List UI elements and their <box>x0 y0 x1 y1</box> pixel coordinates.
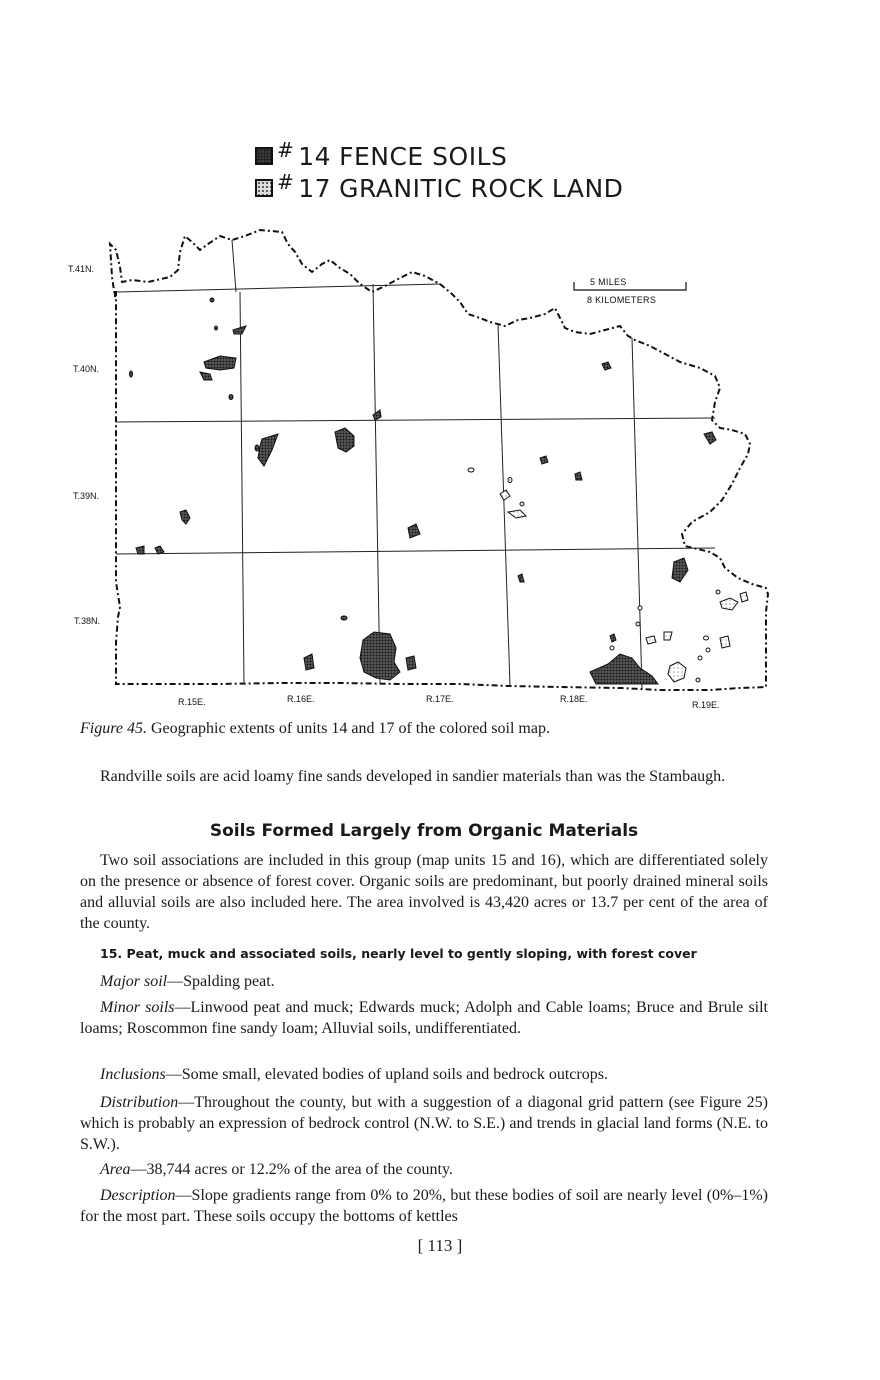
paragraph-text: Randville soils are acid loamy fine sands developed in sandier materials than was the Stambaugh. <box>100 768 726 785</box>
legend-item-granitic-rock-land <box>255 172 623 204</box>
entry-text: —Spalding peat. <box>167 973 275 990</box>
scale-bar <box>574 277 686 305</box>
entry-term: Inclusions <box>100 1066 166 1083</box>
range-label-r15e: R.15E. <box>178 697 206 707</box>
fence-soil-areas <box>130 298 717 684</box>
figure-label: Figure 45. <box>80 720 147 737</box>
entry-term: Major soil <box>100 973 168 990</box>
entry-text: —Some small, elevated bodies of upland soils and bedrock outcrops. <box>165 1066 608 1083</box>
light-stipple-swatch-icon <box>255 179 273 197</box>
entry-text: —Throughout the county, but with a suggestion of a diagonal grid pattern (see Figure 25) which is probably an expression of bedrock control (N.W. to S.E.) and trends in glacial land forms (N.E. to S.W.). <box>80 1094 768 1153</box>
entry-text: —Slope gradients range from 0% to 20%, but these bodies of soil are nearly level (0%–1%) for the most part. These soils occupy the bottoms of kettles <box>80 1187 768 1225</box>
map-legend <box>255 140 623 204</box>
figure-caption-text: Geographic extents of units 14 and 17 of the colored soil map. <box>146 720 550 737</box>
legend-number: 17 <box>298 173 332 203</box>
township-label-t41n: T.41N. <box>68 264 95 274</box>
entry-distribution <box>80 1092 768 1155</box>
granitic-rock-land-areas <box>468 468 748 682</box>
legend-item-fence-soils <box>255 140 623 172</box>
page-number: [ 113 ] <box>417 1236 463 1255</box>
paragraph-text: Two soil associations are included in this group (map units 15 and 16), which are differentiated solely on the presence or absence of forest cover. Organic soils are predominant, but poorly drained mineral soils and alluvial soils are also included here. The area involved is 43,420 acres or 13.7 per cent of the area of the county. <box>80 852 768 932</box>
entry-major-soil <box>80 971 768 992</box>
entry-area <box>80 1159 768 1180</box>
scale-miles-label: 5 MILES <box>590 277 627 287</box>
legend-label: GRANITIC ROCK LAND <box>339 173 624 203</box>
township-range-grid <box>116 240 715 688</box>
unit-15-subheading: 15. Peat, muck and associated soils, nearly level to gently sloping, with forest cover <box>100 946 697 961</box>
township-label-t40n: T.40N. <box>73 364 100 374</box>
legend-hash: # <box>277 170 295 194</box>
paragraph-randville <box>80 766 768 787</box>
entry-inclusions <box>80 1064 768 1085</box>
entry-term: Description <box>100 1187 176 1204</box>
entry-minor-soils <box>80 997 768 1039</box>
entry-description <box>80 1185 768 1227</box>
range-label-r16e: R.16E. <box>287 694 315 704</box>
entry-text: —Linwood peat and muck; Edwards muck; Adolph and Cable loams; Bruce and Brule silt loams; Roscommon fine sandy loam; Alluvial soils, undifferentiated. <box>80 999 769 1037</box>
paragraph-organic-soils <box>80 850 768 934</box>
section-heading: Soils Formed Largely from Organic Materials <box>209 821 639 841</box>
entry-text: —38,744 acres or 12.2% of the area of the county. <box>130 1161 453 1178</box>
legend-hash: # <box>277 138 295 162</box>
range-label-r17e: R.17E. <box>426 694 454 704</box>
township-label-t39n: T.39N. <box>73 491 100 501</box>
entry-term: Area <box>100 1161 131 1178</box>
range-label-r18e: R.18E. <box>560 694 588 704</box>
legend-number: 14 <box>298 141 332 171</box>
county-soil-map <box>60 222 780 712</box>
entry-term: Distribution <box>100 1094 179 1111</box>
township-label-t38n: T.38N. <box>74 616 101 626</box>
figure-caption <box>80 720 780 738</box>
dark-stipple-swatch-icon <box>255 147 273 165</box>
scale-kilometers-label: 8 KILOMETERS <box>587 295 657 305</box>
range-label-r19e: R.19E. <box>692 700 720 710</box>
county-boundary <box>110 230 768 690</box>
entry-term: Minor soils <box>100 999 175 1016</box>
legend-label: FENCE SOILS <box>339 141 508 171</box>
